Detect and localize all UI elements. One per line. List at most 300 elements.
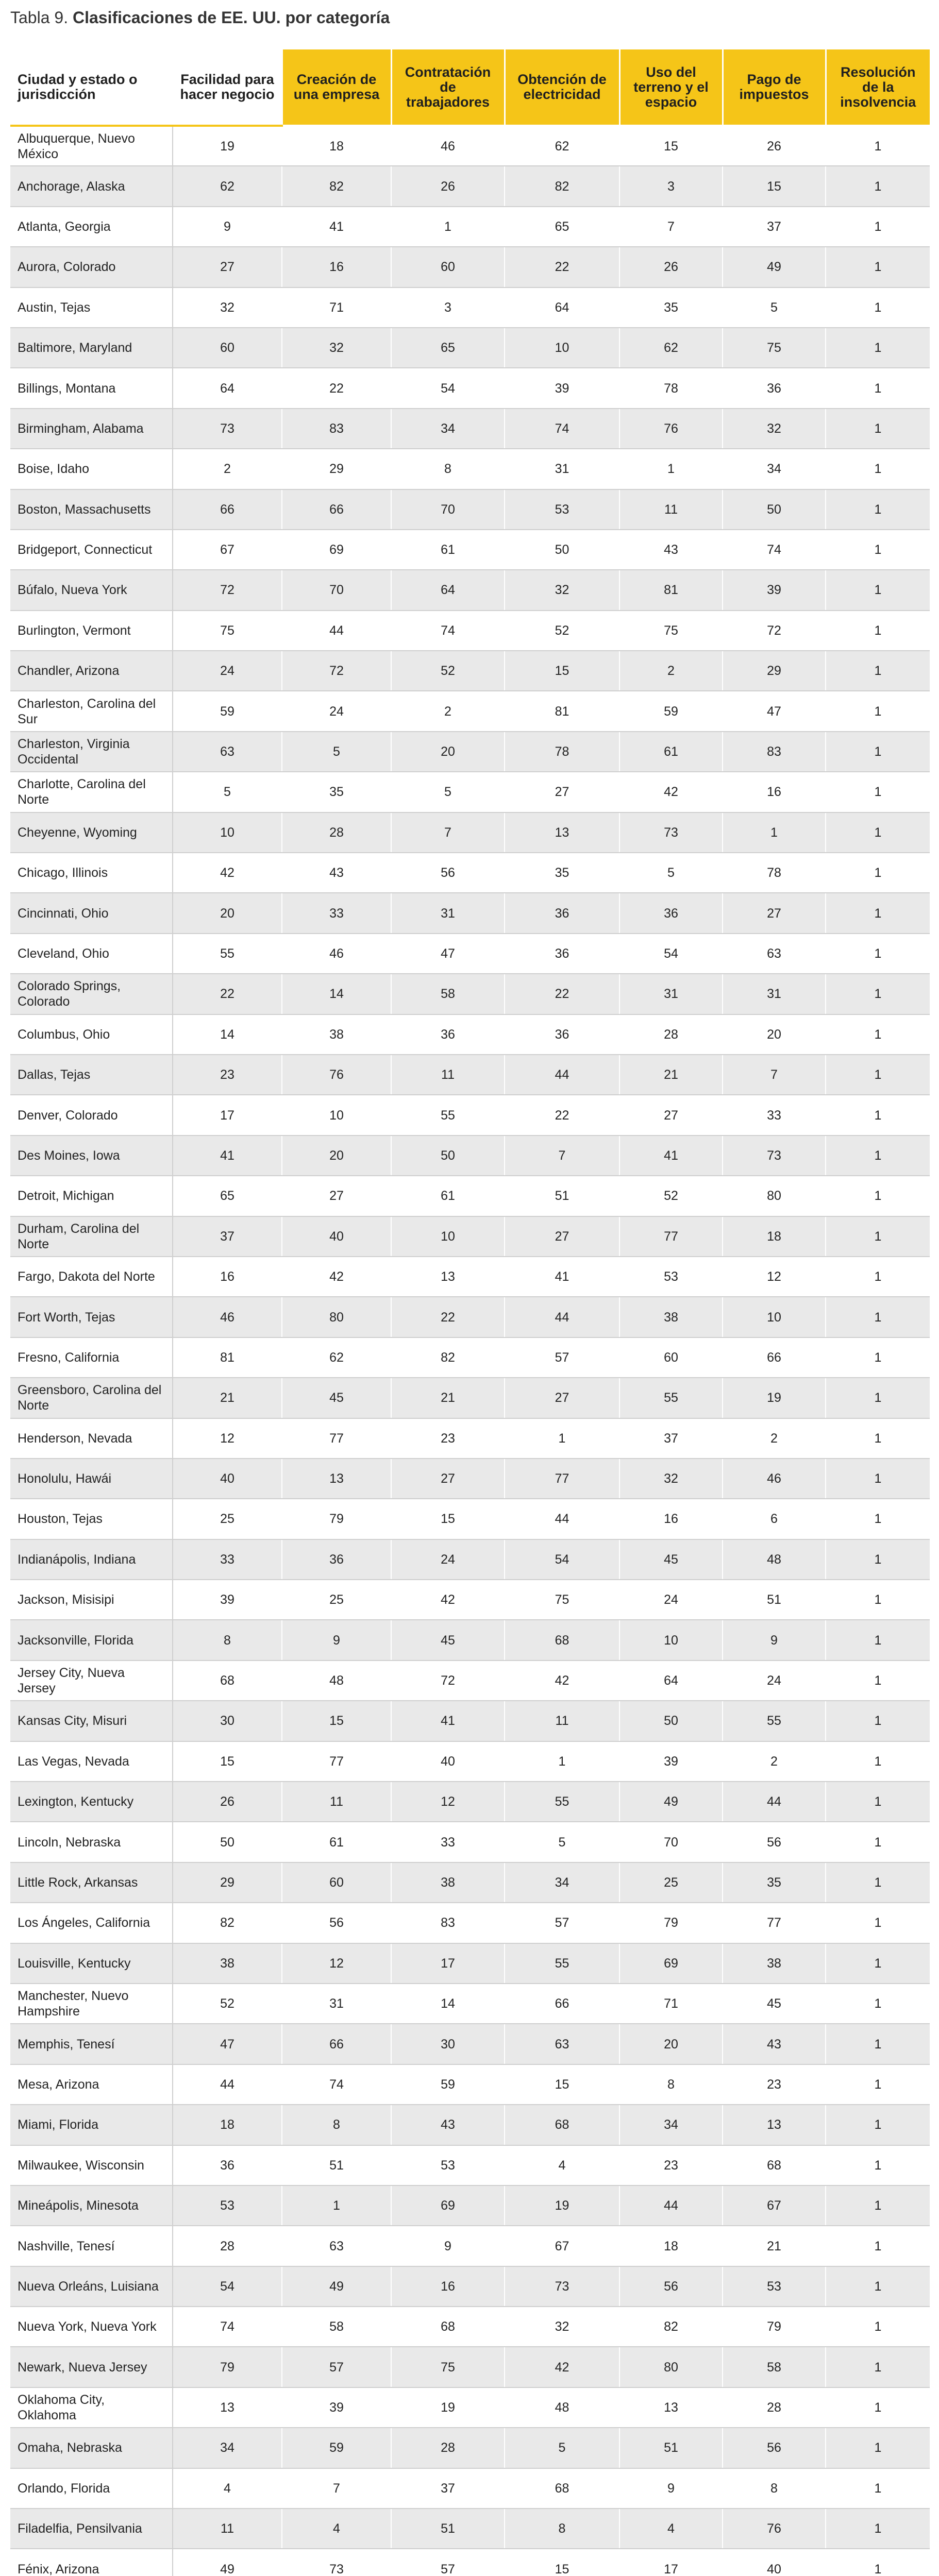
cell-city: Oklahoma City, Oklahoma <box>10 2387 173 2428</box>
cell-city: Baltimore, Maryland <box>10 328 173 368</box>
cell-starting-business: 51 <box>282 2145 391 2185</box>
cell-ease-of-business: 15 <box>173 1741 282 1782</box>
cell-starting-business: 61 <box>282 1822 391 1862</box>
cell-electricity: 57 <box>505 1337 619 1378</box>
cell-starting-business: 48 <box>282 1660 391 1701</box>
cell-electricity: 11 <box>505 1701 619 1741</box>
cell-city: Little Rock, Arkansas <box>10 1862 173 1903</box>
table-row <box>10 853 930 893</box>
cell-electricity: 39 <box>505 368 619 408</box>
table-row <box>10 974 930 1014</box>
cell-ease-of-business: 38 <box>173 1943 282 1984</box>
cell-city: Fort Worth, Tejas <box>10 1297 173 1337</box>
cell-hiring: 37 <box>391 2468 505 2509</box>
cell-electricity: 44 <box>505 1297 619 1337</box>
cell-insolvency: 1 <box>826 1136 930 1176</box>
cell-insolvency: 1 <box>826 2509 930 2549</box>
cell-hiring: 24 <box>391 1539 505 1580</box>
cell-hiring: 82 <box>391 1337 505 1378</box>
cell-city: Chicago, Illinois <box>10 853 173 893</box>
cell-electricity: 19 <box>505 2185 619 2226</box>
cell-ease-of-business: 65 <box>173 1176 282 1216</box>
cell-hiring: 2 <box>391 691 505 731</box>
cell-land-use: 35 <box>619 287 723 328</box>
table-title-text: Clasificaciones de EE. UU. por categoría <box>72 8 390 27</box>
cell-hiring: 57 <box>391 2549 505 2576</box>
cell-starting-business: 66 <box>282 489 391 530</box>
cell-hiring: 42 <box>391 1580 505 1620</box>
cell-electricity: 31 <box>505 449 619 489</box>
table-row <box>10 1459 930 1499</box>
cell-hiring: 38 <box>391 1862 505 1903</box>
cell-taxes: 16 <box>723 772 826 812</box>
table-row <box>10 1216 930 1257</box>
table-row <box>10 126 930 166</box>
cell-taxes: 9 <box>723 1620 826 1660</box>
cell-land-use: 49 <box>619 1782 723 1822</box>
cell-insolvency: 1 <box>826 732 930 772</box>
cell-taxes: 53 <box>723 2266 826 2307</box>
cell-starting-business: 22 <box>282 368 391 408</box>
cell-hiring: 83 <box>391 1903 505 1943</box>
cell-hiring: 61 <box>391 530 505 570</box>
cell-hiring: 11 <box>391 1055 505 1095</box>
table-row <box>10 449 930 489</box>
cell-land-use: 77 <box>619 1216 723 1257</box>
cell-ease-of-business: 63 <box>173 732 282 772</box>
cell-city: Charleston, Carolina del Sur <box>10 691 173 731</box>
cell-taxes: 2 <box>723 1418 826 1459</box>
cell-land-use: 52 <box>619 1176 723 1216</box>
cell-electricity: 15 <box>505 651 619 691</box>
cell-electricity: 68 <box>505 1620 619 1660</box>
cell-starting-business: 29 <box>282 449 391 489</box>
cell-starting-business: 66 <box>282 2024 391 2064</box>
cell-taxes: 68 <box>723 2145 826 2185</box>
cell-city: Honolulu, Hawái <box>10 1459 173 1499</box>
cell-land-use: 7 <box>619 207 723 247</box>
table-row <box>10 812 930 853</box>
table-row <box>10 2105 930 2145</box>
cell-electricity: 68 <box>505 2105 619 2145</box>
cell-insolvency: 1 <box>826 1862 930 1903</box>
cell-taxes: 19 <box>723 1378 826 1418</box>
cell-land-use: 53 <box>619 1257 723 1297</box>
cell-land-use: 15 <box>619 126 723 166</box>
cell-hiring: 74 <box>391 611 505 651</box>
cell-taxes: 31 <box>723 974 826 1014</box>
cell-city: Boise, Idaho <box>10 449 173 489</box>
cell-hiring: 27 <box>391 1459 505 1499</box>
cell-hiring: 75 <box>391 2347 505 2387</box>
table-row <box>10 368 930 408</box>
cell-starting-business: 77 <box>282 1741 391 1782</box>
cell-insolvency: 1 <box>826 1660 930 1701</box>
cell-taxes: 75 <box>723 328 826 368</box>
cell-taxes: 1 <box>723 812 826 853</box>
cell-insolvency: 1 <box>826 974 930 1014</box>
cell-starting-business: 27 <box>282 1176 391 1216</box>
table-row <box>10 1620 930 1660</box>
cell-land-use: 10 <box>619 1620 723 1660</box>
cell-hiring: 43 <box>391 2105 505 2145</box>
table-row <box>10 1297 930 1337</box>
cell-starting-business: 20 <box>282 1136 391 1176</box>
cell-city: Denver, Colorado <box>10 1095 173 1135</box>
cell-city: Bridgeport, Connecticut <box>10 530 173 570</box>
table-row <box>10 1822 930 1862</box>
cell-taxes: 76 <box>723 2509 826 2549</box>
cell-taxes: 46 <box>723 1459 826 1499</box>
cell-city: Birmingham, Alabama <box>10 409 173 449</box>
table-row <box>10 1095 930 1135</box>
cell-starting-business: 5 <box>282 732 391 772</box>
cell-starting-business: 31 <box>282 1984 391 2024</box>
column-header-hiring: Contratación de trabajadores <box>391 49 505 126</box>
cell-land-use: 60 <box>619 1337 723 1378</box>
cell-insolvency: 1 <box>826 2468 930 2509</box>
cell-taxes: 50 <box>723 489 826 530</box>
cell-insolvency: 1 <box>826 611 930 651</box>
cell-starting-business: 15 <box>282 1701 391 1741</box>
cell-starting-business: 77 <box>282 1418 391 1459</box>
cell-ease-of-business: 54 <box>173 2266 282 2307</box>
cell-ease-of-business: 73 <box>173 409 282 449</box>
cell-taxes: 40 <box>723 2549 826 2576</box>
cell-hiring: 64 <box>391 570 505 610</box>
cell-insolvency: 1 <box>826 893 930 933</box>
cell-insolvency: 1 <box>826 1741 930 1782</box>
cell-taxes: 2 <box>723 1741 826 1782</box>
cell-city: Albuquerque, Nuevo México <box>10 126 173 166</box>
cell-hiring: 19 <box>391 2387 505 2428</box>
cell-hiring: 72 <box>391 1660 505 1701</box>
cell-insolvency: 1 <box>826 2347 930 2387</box>
cell-land-use: 16 <box>619 1499 723 1539</box>
cell-taxes: 23 <box>723 2064 826 2105</box>
cell-starting-business: 76 <box>282 1055 391 1095</box>
cell-hiring: 13 <box>391 1257 505 1297</box>
cell-electricity: 7 <box>505 1136 619 1176</box>
cell-insolvency: 1 <box>826 328 930 368</box>
cell-insolvency: 1 <box>826 772 930 812</box>
table-row <box>10 2509 930 2549</box>
cell-land-use: 27 <box>619 1095 723 1135</box>
cell-taxes: 78 <box>723 853 826 893</box>
cell-taxes: 21 <box>723 2226 826 2266</box>
cell-city: Filadelfia, Pensilvania <box>10 2509 173 2549</box>
cell-taxes: 83 <box>723 732 826 772</box>
table-row <box>10 2185 930 2226</box>
cell-city: Mineápolis, Minesota <box>10 2185 173 2226</box>
cell-hiring: 3 <box>391 287 505 328</box>
cell-ease-of-business: 28 <box>173 2226 282 2266</box>
cell-starting-business: 4 <box>282 2509 391 2549</box>
cell-city: Cleveland, Ohio <box>10 934 173 974</box>
cell-insolvency: 1 <box>826 1943 930 1984</box>
cell-electricity: 53 <box>505 489 619 530</box>
cell-hiring: 50 <box>391 1136 505 1176</box>
table-row <box>10 772 930 812</box>
table-row <box>10 2266 930 2307</box>
table-row <box>10 207 930 247</box>
cell-city: Aurora, Colorado <box>10 247 173 287</box>
cell-city: Los Ángeles, California <box>10 1903 173 1943</box>
cell-land-use: 82 <box>619 2307 723 2347</box>
cell-ease-of-business: 40 <box>173 1459 282 1499</box>
cell-city: Houston, Tejas <box>10 1499 173 1539</box>
cell-electricity: 66 <box>505 1984 619 2024</box>
cell-land-use: 80 <box>619 2347 723 2387</box>
cell-electricity: 50 <box>505 530 619 570</box>
cell-insolvency: 1 <box>826 1903 930 1943</box>
table-row <box>10 1580 930 1620</box>
cell-hiring: 54 <box>391 368 505 408</box>
cell-starting-business: 39 <box>282 2387 391 2428</box>
cell-ease-of-business: 67 <box>173 530 282 570</box>
cell-insolvency: 1 <box>826 812 930 853</box>
table-number: Tabla 9. <box>10 8 69 27</box>
cell-starting-business: 14 <box>282 974 391 1014</box>
cell-ease-of-business: 8 <box>173 1620 282 1660</box>
cell-city: Indianápolis, Indiana <box>10 1539 173 1580</box>
cell-land-use: 4 <box>619 2509 723 2549</box>
cell-land-use: 36 <box>619 893 723 933</box>
table-row <box>10 893 930 933</box>
cell-insolvency: 1 <box>826 2307 930 2347</box>
cell-land-use: 76 <box>619 409 723 449</box>
cell-ease-of-business: 14 <box>173 1014 282 1055</box>
cell-starting-business: 58 <box>282 2307 391 2347</box>
cell-hiring: 15 <box>391 1499 505 1539</box>
cell-taxes: 6 <box>723 1499 826 1539</box>
cell-starting-business: 72 <box>282 651 391 691</box>
cell-city: Burlington, Vermont <box>10 611 173 651</box>
cell-ease-of-business: 33 <box>173 1539 282 1580</box>
cell-insolvency: 1 <box>826 368 930 408</box>
table-row <box>10 1499 930 1539</box>
cell-ease-of-business: 44 <box>173 2064 282 2105</box>
cell-taxes: 74 <box>723 530 826 570</box>
table-row <box>10 530 930 570</box>
cell-electricity: 44 <box>505 1499 619 1539</box>
cell-electricity: 78 <box>505 732 619 772</box>
cell-hiring: 45 <box>391 1620 505 1660</box>
cell-electricity: 35 <box>505 853 619 893</box>
cell-taxes: 48 <box>723 1539 826 1580</box>
cell-hiring: 20 <box>391 732 505 772</box>
table-row <box>10 1257 930 1297</box>
cell-insolvency: 1 <box>826 1257 930 1297</box>
table-row <box>10 2226 930 2266</box>
cell-insolvency: 1 <box>826 2266 930 2307</box>
table-row <box>10 1176 930 1216</box>
cell-hiring: 69 <box>391 2185 505 2226</box>
cell-city: Detroit, Michigan <box>10 1176 173 1216</box>
cell-starting-business: 70 <box>282 570 391 610</box>
table-row <box>10 1862 930 1903</box>
cell-city: Nueva Orleáns, Luisiana <box>10 2266 173 2307</box>
table-title <box>10 6 390 29</box>
cell-land-use: 25 <box>619 1862 723 1903</box>
cell-land-use: 69 <box>619 1943 723 1984</box>
cell-land-use: 2 <box>619 651 723 691</box>
cell-ease-of-business: 47 <box>173 2024 282 2064</box>
cell-hiring: 17 <box>391 1943 505 1984</box>
cell-city: Columbus, Ohio <box>10 1014 173 1055</box>
cell-ease-of-business: 16 <box>173 1257 282 1297</box>
table-row <box>10 611 930 651</box>
cell-land-use: 43 <box>619 530 723 570</box>
column-header-taxes: Pago de impuestos <box>723 49 826 126</box>
cell-electricity: 75 <box>505 1580 619 1620</box>
cell-ease-of-business: 42 <box>173 853 282 893</box>
cell-hiring: 9 <box>391 2226 505 2266</box>
cell-electricity: 22 <box>505 247 619 287</box>
cell-insolvency: 1 <box>826 1782 930 1822</box>
cell-hiring: 5 <box>391 772 505 812</box>
cell-hiring: 36 <box>391 1014 505 1055</box>
cell-insolvency: 1 <box>826 1014 930 1055</box>
table-row <box>10 651 930 691</box>
cell-insolvency: 1 <box>826 2226 930 2266</box>
cell-land-use: 55 <box>619 1378 723 1418</box>
cell-land-use: 51 <box>619 2428 723 2468</box>
cell-starting-business: 12 <box>282 1943 391 1984</box>
cell-hiring: 31 <box>391 893 505 933</box>
cell-taxes: 15 <box>723 166 826 206</box>
cell-insolvency: 1 <box>826 1499 930 1539</box>
cell-ease-of-business: 23 <box>173 1055 282 1095</box>
cell-land-use: 17 <box>619 2549 723 2576</box>
cell-city: Des Moines, Iowa <box>10 1136 173 1176</box>
cell-ease-of-business: 46 <box>173 1297 282 1337</box>
cell-taxes: 7 <box>723 1055 826 1095</box>
cell-taxes: 35 <box>723 1862 826 1903</box>
cell-starting-business: 32 <box>282 328 391 368</box>
cell-electricity: 82 <box>505 166 619 206</box>
cell-insolvency: 1 <box>826 166 930 206</box>
cell-electricity: 1 <box>505 1418 619 1459</box>
cell-electricity: 48 <box>505 2387 619 2428</box>
cell-electricity: 73 <box>505 2266 619 2307</box>
cell-land-use: 44 <box>619 2185 723 2226</box>
column-header-starting-business: Creación de una empresa <box>282 49 391 126</box>
cell-city: Lincoln, Nebraska <box>10 1822 173 1862</box>
cell-city: Chandler, Arizona <box>10 651 173 691</box>
cell-taxes: 73 <box>723 1136 826 1176</box>
cell-ease-of-business: 34 <box>173 2428 282 2468</box>
cell-electricity: 36 <box>505 934 619 974</box>
cell-electricity: 4 <box>505 2145 619 2185</box>
cell-hiring: 33 <box>391 1822 505 1862</box>
cell-hiring: 22 <box>391 1297 505 1337</box>
cell-city: Las Vegas, Nevada <box>10 1741 173 1782</box>
cell-city: Jacksonville, Florida <box>10 1620 173 1660</box>
cell-land-use: 37 <box>619 1418 723 1459</box>
cell-starting-business: 1 <box>282 2185 391 2226</box>
cell-taxes: 28 <box>723 2387 826 2428</box>
cell-hiring: 41 <box>391 1701 505 1741</box>
cell-insolvency: 1 <box>826 651 930 691</box>
cell-land-use: 31 <box>619 974 723 1014</box>
cell-ease-of-business: 59 <box>173 691 282 731</box>
cell-hiring: 55 <box>391 1095 505 1135</box>
cell-city: Atlanta, Georgia <box>10 207 173 247</box>
cell-insolvency: 1 <box>826 2387 930 2428</box>
cell-electricity: 62 <box>505 126 619 166</box>
cell-ease-of-business: 19 <box>173 126 282 166</box>
cell-electricity: 55 <box>505 1943 619 1984</box>
table-row <box>10 1943 930 1984</box>
cell-hiring: 34 <box>391 409 505 449</box>
cell-land-use: 20 <box>619 2024 723 2064</box>
cell-electricity: 51 <box>505 1176 619 1216</box>
cell-land-use: 42 <box>619 772 723 812</box>
cell-insolvency: 1 <box>826 287 930 328</box>
cell-ease-of-business: 2 <box>173 449 282 489</box>
cell-city: Billings, Montana <box>10 368 173 408</box>
cell-city: Greensboro, Carolina del Norte <box>10 1378 173 1418</box>
cell-ease-of-business: 68 <box>173 1660 282 1701</box>
cell-ease-of-business: 10 <box>173 812 282 853</box>
cell-insolvency: 1 <box>826 207 930 247</box>
cell-starting-business: 44 <box>282 611 391 651</box>
cell-city: Búfalo, Nueva York <box>10 570 173 610</box>
table-row <box>10 287 930 328</box>
cell-taxes: 38 <box>723 1943 826 1984</box>
cell-hiring: 61 <box>391 1176 505 1216</box>
cell-electricity: 64 <box>505 287 619 328</box>
cell-hiring: 65 <box>391 328 505 368</box>
cell-land-use: 26 <box>619 247 723 287</box>
cell-ease-of-business: 82 <box>173 1903 282 1943</box>
column-header-city: Ciudad y estado o jurisdicción <box>10 49 173 126</box>
column-header-land-use: Uso del terreno y el espacio <box>619 49 723 126</box>
cell-land-use: 34 <box>619 2105 723 2145</box>
cell-starting-business: 60 <box>282 1862 391 1903</box>
cell-city: Cheyenne, Wyoming <box>10 812 173 853</box>
cell-land-use: 1 <box>619 449 723 489</box>
cell-insolvency: 1 <box>826 1378 930 1418</box>
cell-land-use: 54 <box>619 934 723 974</box>
cell-taxes: 45 <box>723 1984 826 2024</box>
cell-insolvency: 1 <box>826 1216 930 1257</box>
column-header-ease-of-business: Facilidad para hacer negocio <box>173 49 282 126</box>
cell-insolvency: 1 <box>826 2105 930 2145</box>
table-row <box>10 1136 930 1176</box>
cell-land-use: 45 <box>619 1539 723 1580</box>
cell-electricity: 27 <box>505 772 619 812</box>
cell-starting-business: 42 <box>282 1257 391 1297</box>
cell-starting-business: 71 <box>282 287 391 328</box>
cell-land-use: 71 <box>619 1984 723 2024</box>
cell-electricity: 5 <box>505 2428 619 2468</box>
cell-taxes: 67 <box>723 2185 826 2226</box>
table-row <box>10 409 930 449</box>
cell-taxes: 49 <box>723 247 826 287</box>
table-row <box>10 1539 930 1580</box>
cell-insolvency: 1 <box>826 1822 930 1862</box>
table-row <box>10 166 930 206</box>
cell-city: Fargo, Dakota del Norte <box>10 1257 173 1297</box>
cell-taxes: 44 <box>723 1782 826 1822</box>
cell-taxes: 79 <box>723 2307 826 2347</box>
cell-hiring: 51 <box>391 2509 505 2549</box>
cell-ease-of-business: 25 <box>173 1499 282 1539</box>
cell-ease-of-business: 26 <box>173 1782 282 1822</box>
cell-ease-of-business: 32 <box>173 287 282 328</box>
